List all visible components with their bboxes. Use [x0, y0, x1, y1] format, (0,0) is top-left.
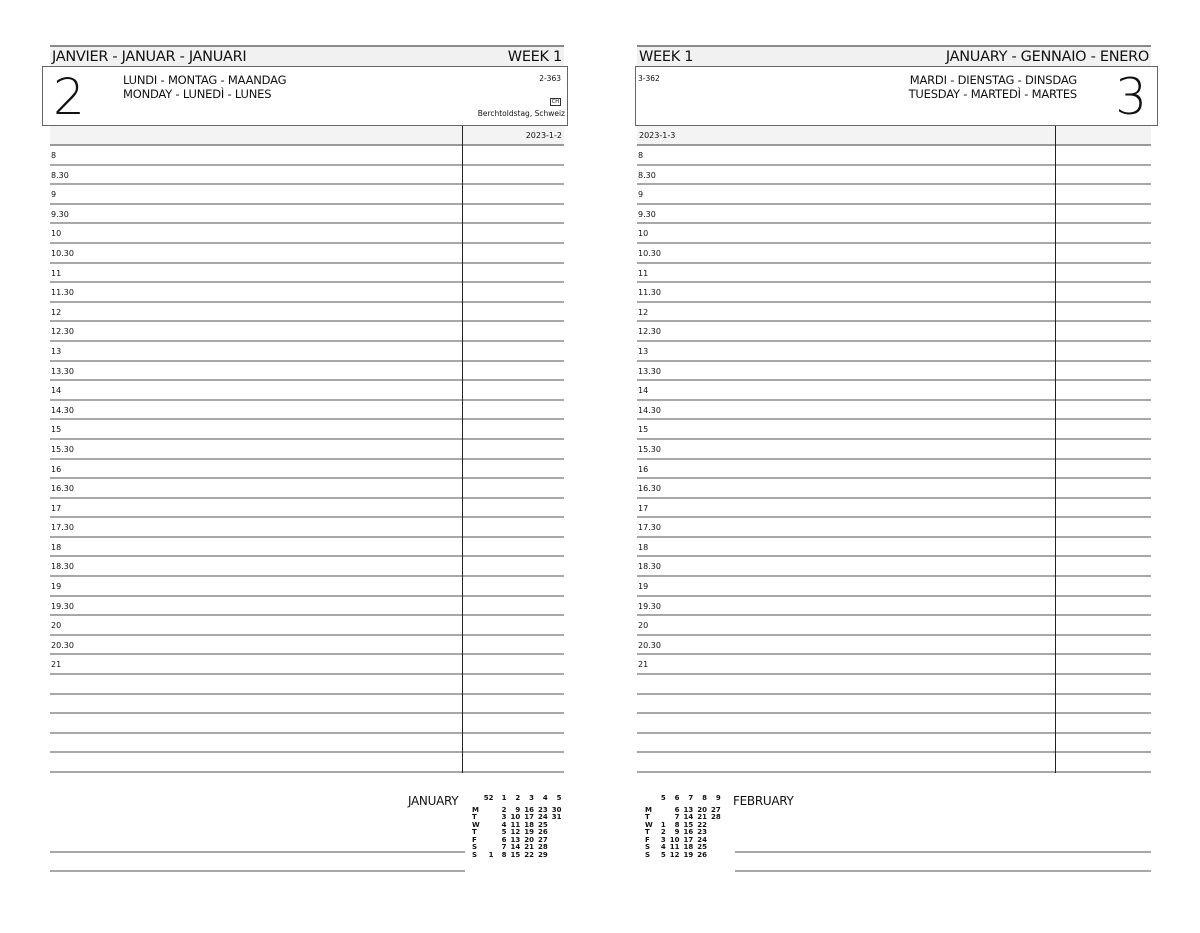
time-slot[interactable]: 19.30 — [50, 597, 564, 617]
day-names-en-it-es: MONDAY - LUNEDÌ - LUNES — [123, 87, 272, 101]
time-slot[interactable]: 10 — [637, 224, 1151, 244]
week-number: 3 — [529, 794, 534, 802]
time-slot[interactable]: 17 — [637, 499, 1151, 519]
week-number: 4 — [542, 794, 548, 802]
month-header — [637, 45, 1151, 66]
time-slot[interactable] — [637, 695, 1151, 715]
week-number: 9 — [715, 794, 721, 802]
day-box — [635, 66, 1158, 126]
iso-date: 2023-1-2 — [525, 131, 562, 140]
note-line — [50, 870, 465, 872]
weekday-letter: S — [472, 843, 478, 851]
calendar-day: 2 — [660, 828, 666, 836]
time-slot[interactable]: 17.30 — [50, 518, 564, 538]
calendar-day — [709, 844, 723, 852]
calendar-day — [709, 852, 723, 860]
calendar-day: 17 — [524, 813, 534, 821]
calendar-day: 7 — [674, 813, 680, 821]
weekday-letter: S — [645, 843, 651, 851]
time-slot[interactable] — [50, 714, 564, 734]
calendar-day — [655, 807, 668, 815]
time-slot[interactable]: 21 — [50, 655, 564, 675]
week-number: 52 — [483, 794, 494, 802]
calendar-day: 15 — [683, 820, 694, 829]
time-slot[interactable]: 15.30 — [50, 440, 564, 460]
calendar-day: 28 — [537, 843, 548, 851]
time-slot[interactable] — [637, 753, 1151, 773]
calendar-day: 14 — [683, 813, 694, 821]
calendar-day: 22 — [697, 820, 707, 829]
time-slot[interactable]: 9 — [637, 185, 1151, 205]
time-slot[interactable]: 15 — [50, 420, 564, 440]
mini-calendar-title: FEBRUARY — [733, 794, 794, 808]
weekday-letter: W — [472, 820, 480, 829]
calendar-day: 3 — [660, 835, 666, 844]
time-slot[interactable] — [50, 753, 564, 773]
time-slot[interactable]: 18 — [50, 538, 564, 558]
note-line — [735, 870, 1151, 872]
month-title: JANUARY - GENNAIO - ENERO — [945, 48, 1149, 65]
calendar-day: 4 — [660, 843, 666, 851]
calendar-day: 1 — [488, 850, 494, 859]
time-slot[interactable]: 19.30 — [637, 597, 1151, 617]
calendar-day: 9 — [674, 828, 680, 836]
calendar-day: 13 — [510, 835, 521, 844]
week-number: 5 — [660, 794, 666, 802]
calendar-day — [482, 814, 496, 822]
time-slot[interactable]: 12.30 — [50, 322, 564, 342]
column-divider — [462, 126, 463, 773]
calendar-day: 20 — [697, 805, 707, 814]
day-box — [42, 66, 568, 126]
time-slot[interactable]: 14.30 — [50, 401, 564, 421]
calendar-day: 9 — [515, 805, 521, 814]
time-slot[interactable]: 12 — [637, 303, 1151, 323]
time-slot[interactable]: 17 — [50, 499, 564, 519]
calendar-day — [482, 807, 496, 815]
calendar-day: 19 — [524, 828, 534, 836]
calendar-day: 28 — [710, 813, 721, 821]
time-slot[interactable] — [50, 695, 564, 715]
calendar-day: 8 — [674, 820, 680, 829]
time-slot[interactable]: 10.30 — [50, 244, 564, 264]
calendar-day: 29 — [537, 850, 548, 859]
weekday-letter: F — [645, 835, 650, 844]
mini-calendar — [643, 795, 723, 859]
time-slot[interactable] — [50, 675, 564, 695]
time-slot[interactable]: 11 — [637, 264, 1151, 284]
time-slot[interactable]: 15.30 — [637, 440, 1151, 460]
calendar-day — [550, 837, 564, 845]
calendar-day: 16 — [524, 805, 534, 814]
weekday-letter: S — [645, 850, 651, 859]
day-names — [909, 73, 1077, 101]
calendar-day: 22 — [524, 850, 534, 859]
time-slot[interactable]: 12 — [50, 303, 564, 323]
day-names — [123, 73, 286, 101]
calendar-day: 23 — [697, 828, 707, 836]
mini-calendar — [470, 795, 563, 859]
time-slot[interactable]: 18.30 — [637, 557, 1151, 577]
mini-calendar-title: JANUARY — [408, 794, 459, 808]
calendar-day — [709, 822, 723, 830]
calendar-day — [482, 822, 496, 830]
time-slot[interactable]: 20.30 — [50, 636, 564, 656]
calendar-day — [709, 837, 723, 845]
calendar-day: 19 — [683, 850, 694, 859]
time-slot[interactable]: 8 — [50, 146, 564, 166]
calendar-day — [550, 822, 564, 830]
calendar-day: 1 — [660, 820, 666, 829]
calendar-day: 12 — [510, 828, 521, 836]
time-slot[interactable]: 18.30 — [50, 557, 564, 577]
time-slot[interactable]: 14.30 — [637, 401, 1151, 421]
note-line — [735, 851, 1151, 853]
calendar-day: 16 — [683, 828, 694, 836]
time-slot[interactable]: 8.30 — [50, 166, 564, 186]
calendar-day: 11 — [510, 820, 521, 829]
day-of-year: 2-363 — [539, 74, 561, 83]
week-label: WEEK 1 — [507, 48, 562, 65]
time-slot[interactable]: 11.30 — [50, 283, 564, 303]
time-slot[interactable]: 16.30 — [50, 479, 564, 499]
day-names-en-it-es: TUESDAY - MARTEDÌ - MARTES — [908, 87, 1077, 101]
time-slot[interactable]: 17.30 — [637, 518, 1151, 538]
time-grid — [637, 146, 1151, 773]
calendar-day: 27 — [537, 835, 548, 844]
calendar-day — [709, 829, 723, 837]
weekday-letter: T — [645, 828, 650, 836]
calendar-day: 12 — [669, 850, 680, 859]
time-slot[interactable]: 11 — [50, 264, 564, 284]
month-title: JANVIER - JANUAR - JANUARI — [52, 48, 247, 65]
calendar-day: 18 — [524, 820, 534, 829]
calendar-day: 4 — [501, 820, 507, 829]
time-slot[interactable] — [637, 675, 1151, 695]
calendar-day: 15 — [510, 850, 521, 859]
weekday-letter: T — [472, 813, 477, 821]
weekday-letter: F — [472, 835, 477, 844]
weekday-letter: T — [645, 813, 650, 821]
mini-calendar-table — [643, 795, 723, 859]
date-row — [637, 126, 1151, 146]
calendar-day: 26 — [537, 828, 548, 836]
time-slot[interactable]: 19 — [637, 577, 1151, 597]
calendar-day: 5 — [501, 828, 507, 836]
time-slot[interactable]: 15 — [637, 420, 1151, 440]
time-slot[interactable]: 16 — [637, 460, 1151, 480]
weekday-letter: W — [645, 820, 653, 829]
time-slot[interactable]: 14 — [637, 381, 1151, 401]
calendar-day: 25 — [697, 843, 707, 851]
time-slot[interactable]: 11.30 — [637, 283, 1151, 303]
weekday-letter: M — [645, 805, 652, 814]
calendar-day: 24 — [537, 813, 548, 821]
calendar-day: 27 — [710, 805, 721, 814]
time-slot[interactable] — [637, 734, 1151, 754]
time-slot[interactable]: 16.30 — [637, 479, 1151, 499]
time-slot[interactable]: 9 — [50, 185, 564, 205]
time-slot[interactable]: 9.30 — [637, 205, 1151, 225]
right-page — [637, 0, 1151, 933]
day-names-fr-de-nl: MARDI - DIENSTAG - DINSDAG — [909, 73, 1077, 87]
calendar-day: 13 — [683, 805, 694, 814]
calendar-day — [482, 829, 496, 837]
calendar-day: 6 — [674, 805, 680, 814]
calendar-day — [550, 844, 564, 852]
calendar-day: 21 — [697, 813, 707, 821]
week-number: 6 — [674, 794, 680, 802]
time-slot[interactable]: 13.30 — [50, 362, 564, 382]
calendar-day: 24 — [697, 835, 707, 844]
time-slot[interactable]: 18 — [637, 538, 1151, 558]
day-names-fr-de-nl: LUNDI - MONTAG - MAANDAG — [123, 73, 287, 87]
calendar-day: 3 — [501, 813, 507, 821]
week-number: 8 — [702, 794, 707, 802]
date-row — [50, 126, 564, 146]
time-slot[interactable]: 20.30 — [637, 636, 1151, 656]
calendar-day: 2 — [501, 805, 507, 814]
calendar-day — [550, 852, 564, 860]
calendar-day: 18 — [683, 843, 694, 851]
holiday: Berchtoldstag, Schweiz — [477, 109, 565, 118]
column-divider — [1055, 126, 1056, 773]
calendar-day: 8 — [501, 850, 507, 859]
time-slot[interactable]: 13.30 — [637, 362, 1151, 382]
time-slot[interactable]: 20 — [637, 616, 1151, 636]
calendar-day: 26 — [697, 850, 707, 859]
calendar-day — [482, 837, 496, 845]
calendar-day: 11 — [669, 843, 680, 851]
weekday-letter: M — [472, 805, 479, 814]
calendar-day — [550, 829, 564, 837]
week-label: WEEK 1 — [639, 48, 694, 65]
time-slot[interactable] — [50, 734, 564, 754]
calendar-day: 21 — [524, 843, 534, 851]
calendar-day: 7 — [501, 843, 507, 851]
calendar-day: 30 — [551, 805, 562, 814]
time-slot[interactable]: 13 — [637, 342, 1151, 362]
time-slot[interactable]: 8 — [637, 146, 1151, 166]
day-of-year: 3-362 — [638, 74, 660, 83]
time-slot[interactable]: 13 — [50, 342, 564, 362]
calendar-day: 23 — [537, 805, 548, 814]
iso-date: 2023-1-3 — [639, 131, 676, 140]
weekday-letter: T — [472, 828, 477, 836]
calendar-day: 10 — [510, 813, 521, 821]
time-grid — [50, 146, 564, 773]
time-slot[interactable]: 14 — [50, 381, 564, 401]
time-slot[interactable]: 21 — [637, 655, 1151, 675]
time-slot[interactable] — [637, 714, 1151, 734]
weekday-letter: S — [472, 850, 478, 859]
time-slot[interactable]: 19 — [50, 577, 564, 597]
calendar-day: 14 — [510, 843, 521, 851]
flag-icon: CH — [551, 99, 559, 105]
time-slot[interactable]: 10.30 — [637, 244, 1151, 264]
time-slot[interactable]: 8.30 — [637, 166, 1151, 186]
mini-calendar-table — [470, 795, 563, 859]
week-number: 2 — [515, 794, 521, 802]
day-number: 2 — [53, 68, 85, 126]
time-slot[interactable]: 9.30 — [50, 205, 564, 225]
day-number: 3 — [1115, 68, 1147, 126]
calendar-day: 25 — [537, 820, 548, 829]
calendar-day: 10 — [669, 835, 680, 844]
calendar-day: 20 — [524, 835, 534, 844]
week-number: 7 — [688, 794, 694, 802]
calendar-day: 6 — [501, 835, 507, 844]
week-number: 1 — [501, 794, 507, 802]
calendar-day: 5 — [660, 850, 666, 859]
time-slot[interactable]: 20 — [50, 616, 564, 636]
time-slot[interactable]: 12.30 — [637, 322, 1151, 342]
calendar-day: 31 — [551, 813, 562, 821]
month-header — [50, 45, 564, 66]
note-line — [50, 851, 465, 853]
left-page — [50, 0, 564, 933]
time-slot[interactable]: 10 — [50, 224, 564, 244]
calendar-day: 17 — [683, 835, 694, 844]
time-slot[interactable]: 16 — [50, 460, 564, 480]
week-number: 5 — [556, 794, 562, 802]
